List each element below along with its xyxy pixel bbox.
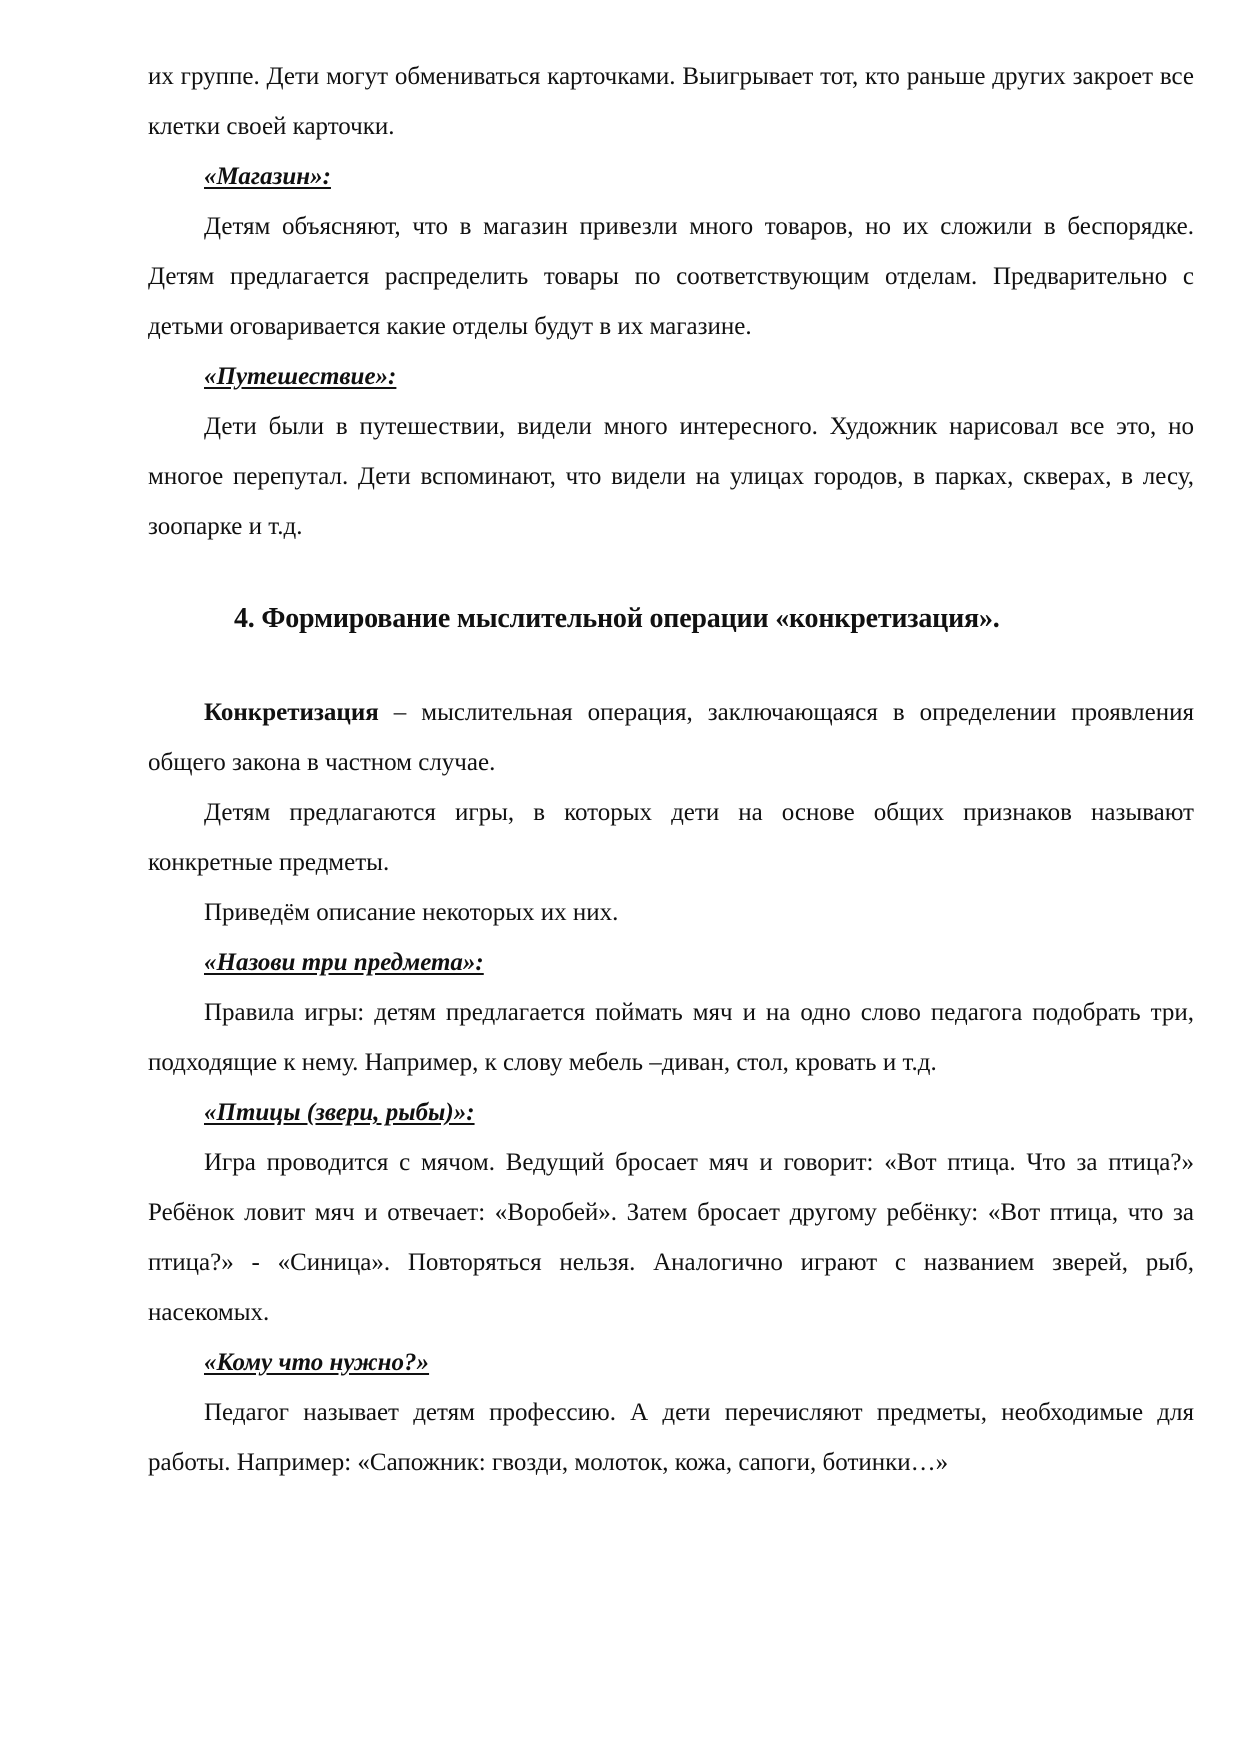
section-paragraph-games: Детям предлагаются игры, в которых дети на основе общих признаков называют конкретные предметы. bbox=[148, 799, 1194, 876]
section-spacer bbox=[148, 644, 1194, 688]
game-title-name-three: «Назови три предмета»: bbox=[204, 949, 484, 976]
definition-text: – мыслительная операция, заключающаяся в определении проявления общего закона в частном случае. bbox=[148, 699, 1194, 776]
game-title-birds: «Птицы (звери, рыбы)»: bbox=[204, 1099, 475, 1126]
game-title-who-needs: «Кому что нужно?» bbox=[204, 1349, 430, 1376]
section-heading: 4. Формирование мыслительной операции «конкретизация». bbox=[234, 603, 1000, 634]
page-content bbox=[148, 52, 1194, 1488]
section-paragraph-description: Приведём описание некоторых их них. bbox=[204, 899, 619, 926]
game-description-shop: Детям объясняют, что в магазин привезли много товаров, но их сложили в беспорядке. Детям предлагается распределить товары по соответствующим отделам. Предварительно с детьми оговаривается какие отделы будут в их магазине. bbox=[148, 213, 1194, 340]
definition-term: Конкретизация bbox=[204, 699, 379, 726]
game-title-shop: «Магазин»: bbox=[204, 163, 331, 190]
game-description-birds: Игра проводится с мячом. Ведущий бросает мяч и говорит: «Вот птица. Что за птица?» Ребёнок ловит мяч и отвечает: «Воробей». Затем бросает другому ребёнку: «Вот птица, что за птица?» - «Синица». Повторяться нельзя. Аналогично играют с названием зверей, рыб, насекомых. bbox=[148, 1149, 1194, 1326]
game-description-journey: Дети были в путешествии, видели много интересного. Художник нарисовал все это, но многое перепутал. Дети вспоминают, что видели на улицах городов, в парках, скверах, в лесу, зоопарке и т.д. bbox=[148, 413, 1194, 540]
game-description-who-needs: Педагог называет детям профессию. А дети перечисляют предметы, необходимые для работы. Например: «Сапожник: гвозди, молоток, кожа, сапоги, ботинки…» bbox=[148, 1399, 1194, 1476]
game-title-journey: «Путешествие»: bbox=[204, 363, 397, 390]
intro-paragraph: их группе. Дети могут обмениваться карточками. Выигрывает тот, кто раньше других закроет все клетки своей карточки. bbox=[148, 63, 1194, 140]
game-description-name-three: Правила игры: детям предлагается поймать мяч и на одно слово педагога подобрать три, подходящие к нему. Например, к слову мебель –диван, стол, кровать и т.д. bbox=[148, 999, 1194, 1076]
definition-paragraph bbox=[148, 688, 1194, 788]
